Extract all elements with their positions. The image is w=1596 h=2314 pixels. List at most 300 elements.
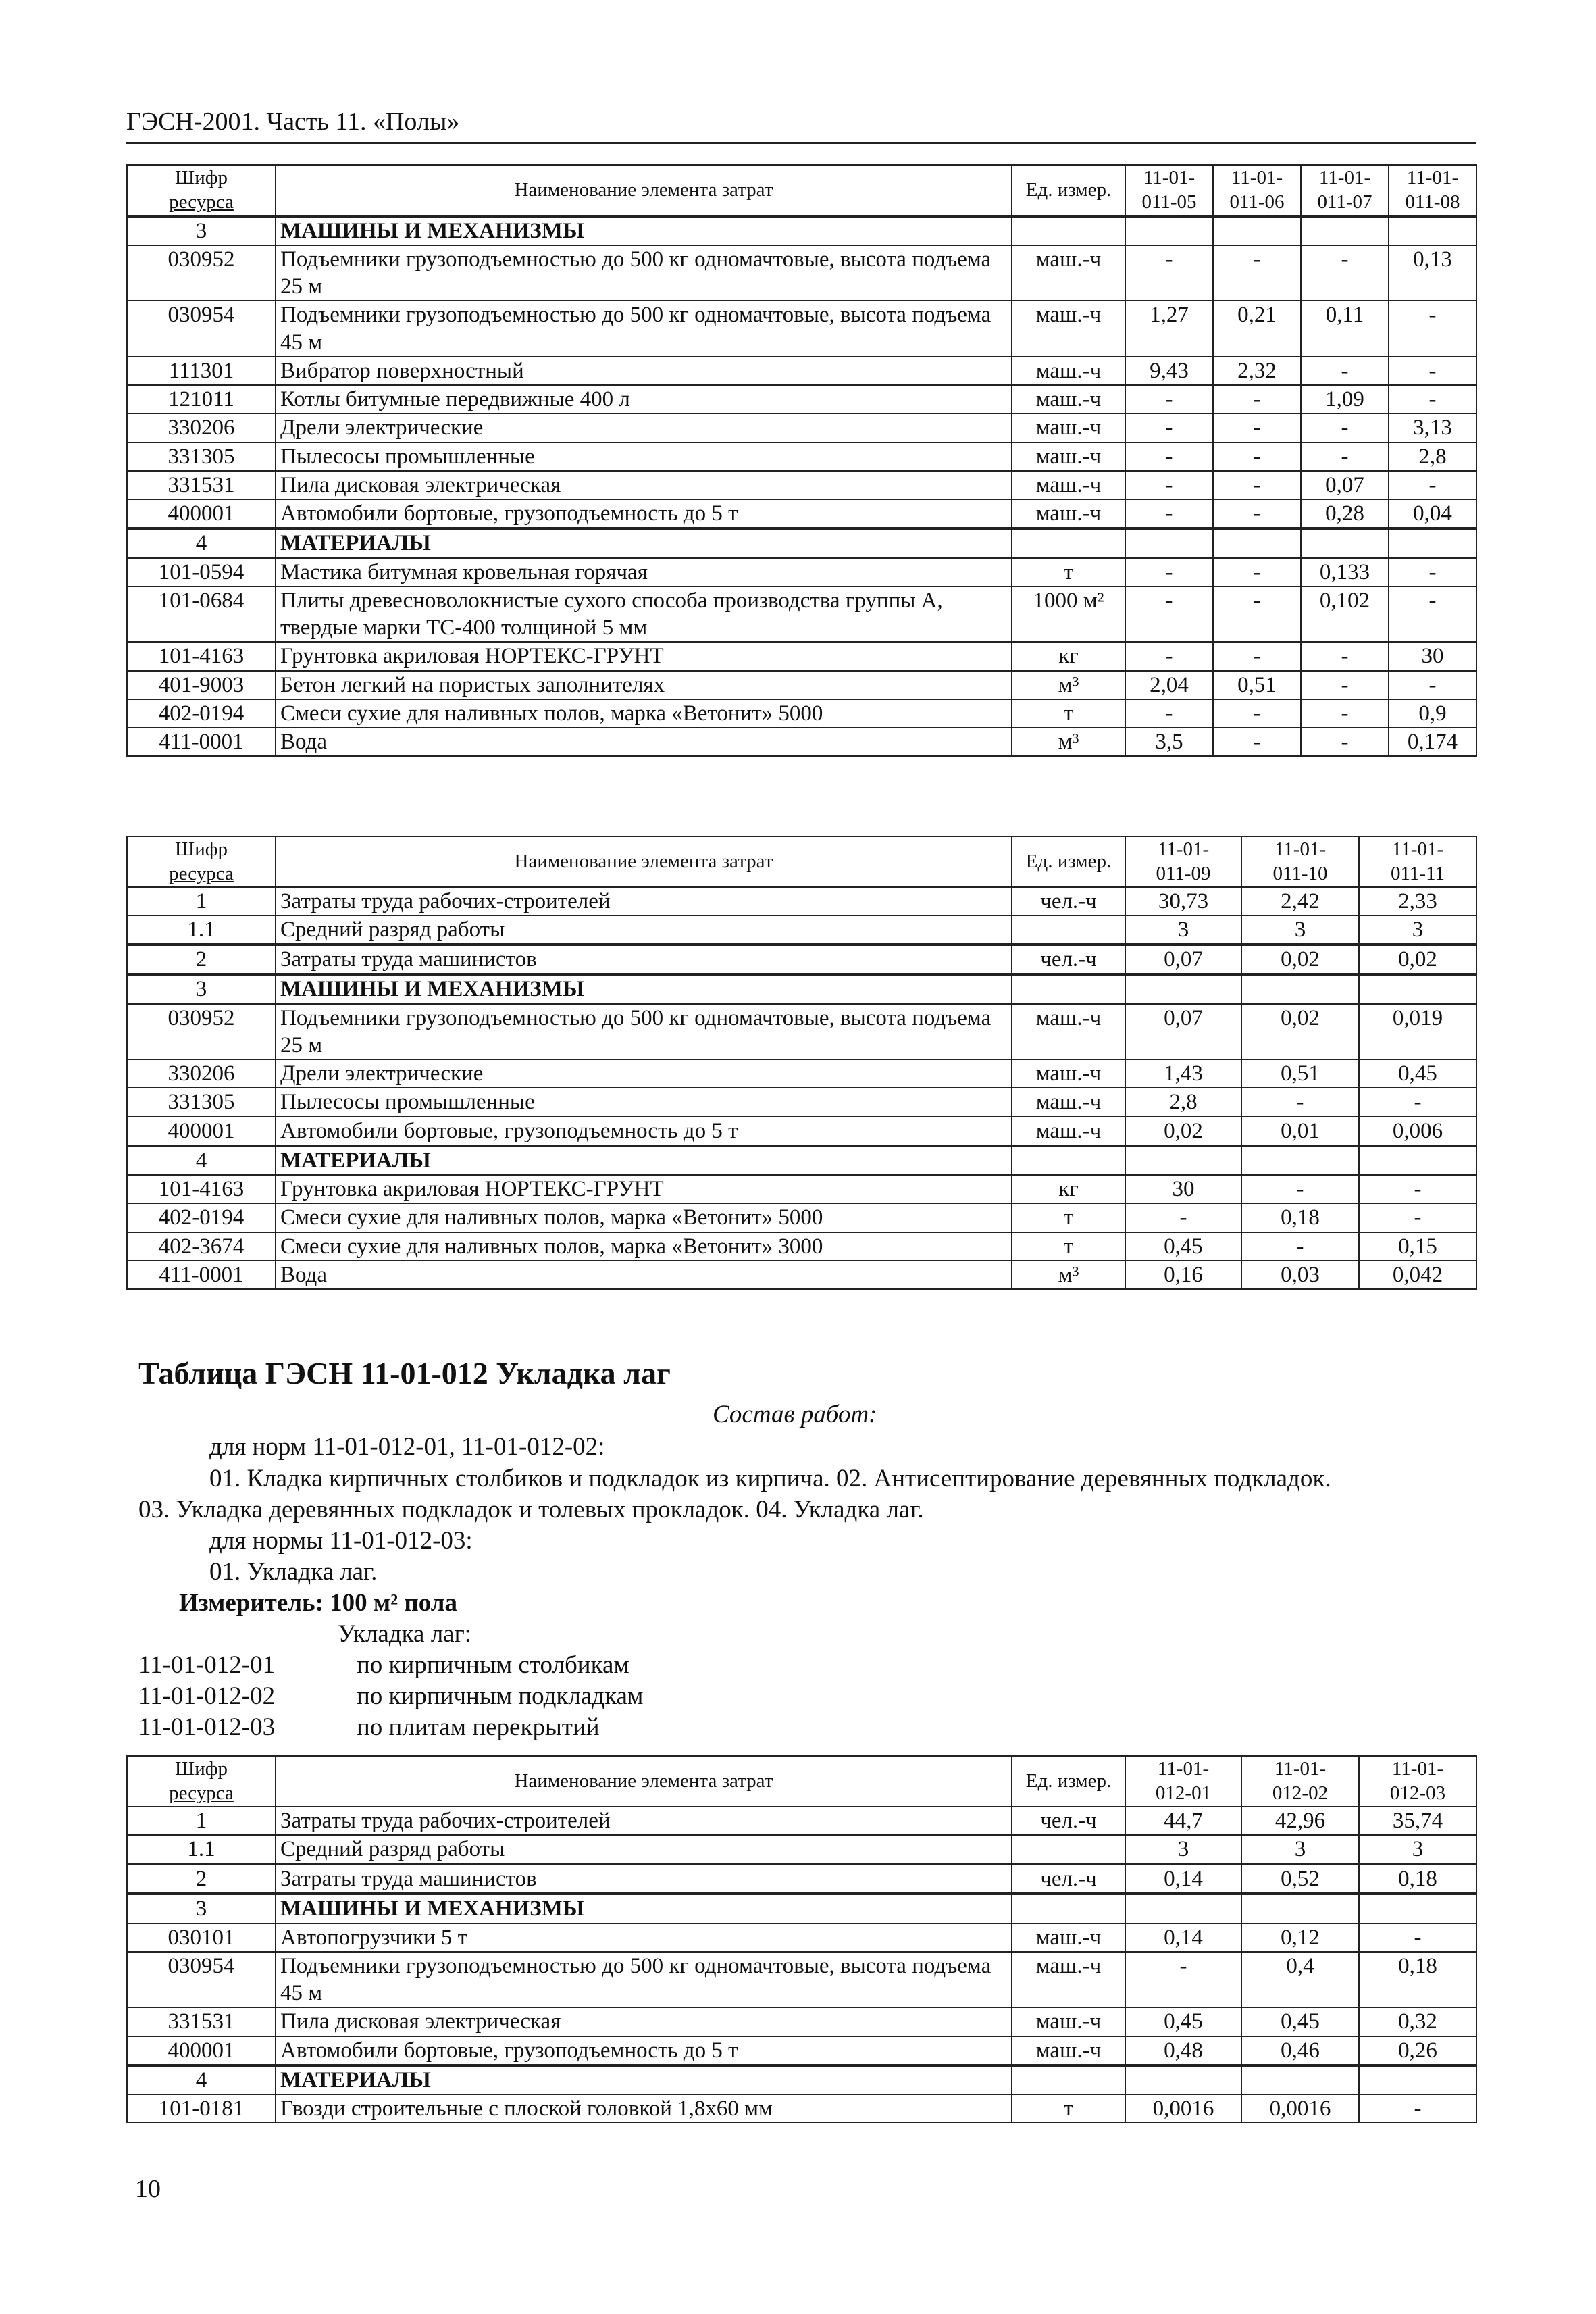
resource-value: 0,45 [1241,2007,1359,2036]
resource-row [127,1807,1476,1835]
resource-code: 1 [127,1807,276,1835]
resource-value [1125,1894,1241,1923]
resource-unit: маш.-ч [1012,385,1125,413]
resource-unit: маш.-ч [1012,1059,1125,1088]
resource-row [127,499,1476,528]
resource-value: - [1213,385,1301,413]
resource-row [127,1835,1476,1864]
resource-value: 0,26 [1359,2036,1476,2065]
resource-unit [1012,528,1125,557]
resource-row [127,1232,1476,1261]
resource-code: 3 [127,216,276,245]
resource-row [127,2007,1476,2036]
resource-value: 42,96 [1241,1807,1359,1835]
resource-unit [1012,1894,1125,1923]
resource-value: 0,18 [1241,1203,1359,1232]
resource-value: 2,8 [1389,443,1476,471]
resource-name: Автомобили бортовые, грузоподъемность до 5 т [276,1117,1012,1146]
resource-value: - [1125,1203,1241,1232]
resource-value: - [1301,642,1389,670]
resource-value: 3 [1359,1835,1476,1864]
resource-code: 030954 [127,1952,276,2008]
resource-value [1125,1146,1241,1175]
resource-value: - [1389,385,1476,413]
resource-name: Вода [276,1261,1012,1289]
resource-value: 0,11 [1301,301,1389,357]
resource-value [1301,216,1389,245]
page-number: 10 [135,2175,161,2203]
resource-value: 0,15 [1359,1232,1476,1261]
norm-header-line: 011-11 [1390,863,1445,885]
resource-name: Котлы битумные передвижные 400 л [276,385,1012,413]
resource-value: - [1213,586,1301,643]
resource-value: - [1301,245,1389,301]
resource-value [1241,1146,1359,1175]
resource-value [1301,528,1389,557]
resource-code: 1 [127,887,276,915]
resource-value: - [1389,558,1476,586]
resource-value: - [1389,586,1476,643]
resource-value: - [1213,558,1301,586]
resource-name: МАТЕРИАЛЫ [276,2065,1012,2094]
section-row [127,945,1476,974]
resource-code: 331305 [127,443,276,471]
code-column-header [127,1756,276,1807]
resource-code: 1.1 [127,915,276,945]
resource-value: 0,14 [1125,1864,1241,1894]
resource-value: - [1241,1088,1359,1116]
resource-value: - [1125,245,1213,301]
resource-unit: маш.-ч [1012,1952,1125,2008]
resource-value: 1,09 [1301,385,1389,413]
resource-name: Подъемники грузоподъемностью до 500 кг одномачтовые, высота подъема 45 м [276,301,1012,357]
norms-line-2: для нормы 11-01-012-03: [209,1527,473,1555]
resource-value: 0,102 [1301,586,1389,643]
unit-column-header: Ед. измер. [1012,165,1125,216]
resource-code: 3 [127,1894,276,1923]
norm-column-header [1241,836,1359,887]
resource-table-3 [126,1755,1477,2123]
resource-value: - [1213,642,1301,670]
resource-code: 411-0001 [127,728,276,756]
resource-code: 030954 [127,301,276,357]
resource-value: 0,0016 [1125,2094,1241,2123]
resource-name: Гвозди строительные с плоской головкой 1,8х60 мм [276,2094,1012,2123]
resource-unit: кг [1012,1175,1125,1203]
resource-row [127,671,1476,699]
resource-value: 0,04 [1389,499,1476,528]
resource-value: - [1241,1232,1359,1261]
section-row [127,528,1476,557]
resource-name: Затраты труда машинистов [276,945,1012,974]
code-column-header [127,836,276,887]
resource-unit: м³ [1012,728,1125,756]
resource-code: 330206 [127,1059,276,1088]
resource-value: - [1301,443,1389,471]
resource-value: 0,07 [1125,1004,1241,1060]
resource-unit [1012,1835,1125,1864]
resource-code: 4 [127,528,276,557]
resource-row [127,586,1476,643]
resource-code: 402-0194 [127,1203,276,1232]
resource-table-1 [126,164,1477,757]
resource-unit [1012,216,1125,245]
resource-value: 44,7 [1125,1807,1241,1835]
resource-unit: маш.-ч [1012,413,1125,442]
resource-value: 2,32 [1213,357,1301,385]
norm-column-header [1241,1756,1359,1807]
code-header-line: Шифр [174,838,228,860]
resource-name: Средний разряд работы [276,915,1012,945]
resource-unit: маш.-ч [1012,245,1125,301]
resource-name: МАШИНЫ И МЕХАНИЗМЫ [276,1894,1012,1923]
resource-unit: маш.-ч [1012,471,1125,499]
norm-header-line: 11-01- [1157,1758,1210,1780]
resource-value [1359,1894,1476,1923]
resource-name: Затраты труда рабочих-строителей [276,1807,1012,1835]
resource-value: - [1213,471,1301,499]
resource-name: Автомобили бортовые, грузоподъемность до 5 т [276,499,1012,528]
resource-name: Смеси сухие для наливных полов, марка «Ветонит» 5000 [276,1203,1012,1232]
norm-header-line: 11-01- [1391,1758,1444,1780]
resource-unit: маш.-ч [1012,357,1125,385]
header-row [127,836,1476,887]
resource-row [127,1175,1476,1203]
resource-code: 3 [127,974,276,1003]
resource-code: 400001 [127,499,276,528]
resource-unit: 1000 м² [1012,586,1125,643]
resource-unit [1012,1146,1125,1175]
norm-item-code: 11-01-012-03 [138,1713,276,1741]
norm-item-text: по кирпичным столбикам [357,1651,629,1679]
resource-value: 35,74 [1359,1807,1476,1835]
name-column-header: Наименование элемента затрат [276,165,1012,216]
resource-value: - [1213,443,1301,471]
resource-value: 3,13 [1389,413,1476,442]
resource-value: 2,04 [1125,671,1213,699]
resource-value: 0,02 [1359,945,1476,974]
resource-name: Подъемники грузоподъемностью до 500 кг одномачтовые, высота подъема 45 м [276,1952,1012,2008]
resource-unit: чел.-ч [1012,1864,1125,1894]
resource-name: МАТЕРИАЛЫ [276,528,1012,557]
resource-name: МАШИНЫ И МЕХАНИЗМЫ [276,974,1012,1003]
resource-unit: маш.-ч [1012,1088,1125,1116]
unit-column-header: Ед. измер. [1012,1756,1125,1807]
resource-row [127,1117,1476,1146]
resource-unit: т [1012,1203,1125,1232]
norm-item-code: 11-01-012-01 [138,1651,276,1679]
resource-name: Мастика битумная кровельная горячая [276,558,1012,586]
resource-code: 030952 [127,245,276,301]
code-header-line: ресурса [169,191,234,213]
subhead-line: Укладка лаг: [338,1620,472,1648]
resource-name: Вода [276,728,1012,756]
resource-value: - [1301,699,1389,728]
header-row [127,1756,1476,1807]
resource-unit: т [1012,1232,1125,1261]
resource-value: 0,174 [1389,728,1476,756]
resource-value: - [1301,671,1389,699]
norm-item-code: 11-01-012-02 [138,1682,276,1710]
resource-value [1213,216,1301,245]
resource-value [1125,528,1213,557]
resource-unit: кг [1012,642,1125,670]
resource-value: 2,42 [1241,887,1359,915]
resource-row [127,443,1476,471]
resource-row [127,1952,1476,2008]
resource-value: 0,07 [1301,471,1389,499]
resource-unit [1012,974,1125,1003]
norm-column-header [1301,165,1389,216]
resource-value: - [1359,1923,1476,1952]
resource-code: 331531 [127,471,276,499]
resource-code: 101-4163 [127,642,276,670]
resource-code: 4 [127,1146,276,1175]
norms-line-1: для норм 11-01-012-01, 11-01-012-02: [209,1433,605,1461]
section-row [127,974,1476,1003]
resource-value: - [1125,471,1213,499]
resource-name: Пылесосы промышленные [276,1088,1012,1116]
norm-column-header [1125,1756,1241,1807]
resource-value: 2,33 [1359,887,1476,915]
resource-unit: т [1012,2094,1125,2123]
resource-value: 0,32 [1359,2007,1476,2036]
table-title: Таблица ГЭСН 11-01-012 Укладка лаг [138,1356,671,1390]
norm-column-header [1125,165,1213,216]
resource-value [1389,216,1476,245]
resource-value: 0,01 [1241,1117,1359,1146]
name-column-header: Наименование элемента затрат [276,1756,1012,1807]
resource-row [127,887,1476,915]
resource-unit: маш.-ч [1012,1004,1125,1060]
header-rule [126,142,1476,144]
norm-header-line: 011-06 [1229,191,1285,213]
resource-value: - [1359,1088,1476,1116]
resource-value: - [1125,443,1213,471]
resource-value: 0,46 [1241,2036,1359,2065]
resource-unit: м³ [1012,1261,1125,1289]
resource-value: - [1213,413,1301,442]
resource-value: 9,43 [1125,357,1213,385]
resource-value: 0,28 [1301,499,1389,528]
resource-name: Бетон легкий на пористых заполнителях [276,671,1012,699]
resource-unit: т [1012,558,1125,586]
resource-code: 2 [127,1864,276,1894]
resource-unit: маш.-ч [1012,499,1125,528]
norm-item-text: по кирпичным подкладкам [357,1682,644,1710]
resource-code: 331305 [127,1088,276,1116]
resource-name: Средний разряд работы [276,1835,1012,1864]
resource-name: МАШИНЫ И МЕХАНИЗМЫ [276,216,1012,245]
norm-header-line: 11-01- [1318,167,1371,188]
resource-value: 0,18 [1359,1952,1476,2008]
resource-value [1125,2065,1241,2094]
norm-header-line: 011-10 [1272,863,1328,885]
resource-name: Подъемники грузоподъемностью до 500 кг одномачтовые, высота подъема 25 м [276,245,1012,301]
resource-code: 402-0194 [127,699,276,728]
resource-code: 030101 [127,1923,276,1952]
norm-column-header [1125,836,1241,887]
resource-value: 0,02 [1125,1117,1241,1146]
resource-value: - [1125,499,1213,528]
resource-value: 0,019 [1359,1004,1476,1060]
norm-column-header [1389,165,1476,216]
resource-code: 030952 [127,1004,276,1060]
resource-name: Грунтовка акриловая НОРТЕКС-ГРУНТ [276,1175,1012,1203]
resource-value [1125,974,1241,1003]
resource-unit [1012,2065,1125,2094]
resource-value: 0,51 [1241,1059,1359,1088]
resource-value [1359,2065,1476,2094]
resource-value [1241,2065,1359,2094]
resource-value: 3 [1359,915,1476,945]
resource-row [127,1004,1476,1060]
resource-value [1213,528,1301,557]
norm-item-text: по плитам перекрытий [357,1713,600,1741]
resource-unit: маш.-ч [1012,1923,1125,1952]
section-row [127,2065,1476,2094]
resource-value: - [1301,728,1389,756]
resource-row [127,1203,1476,1232]
resource-row [127,1059,1476,1088]
section-row [127,216,1476,245]
resource-code: 330206 [127,413,276,442]
resource-value [1241,1894,1359,1923]
section-row [127,1864,1476,1894]
resource-value: - [1389,671,1476,699]
resource-value: 0,9 [1389,699,1476,728]
resource-code: 101-0684 [127,586,276,643]
resource-unit: м³ [1012,671,1125,699]
resource-value: - [1359,1203,1476,1232]
resource-value: - [1125,1952,1241,2008]
resource-value: - [1125,586,1213,643]
norm-header-line: 11-01- [1406,167,1459,188]
code-header-line: Шифр [174,167,228,188]
resource-row [127,385,1476,413]
resource-value: - [1125,385,1213,413]
section-row [127,1146,1476,1175]
unit-column-header: Ед. измер. [1012,836,1125,887]
resource-name: Дрели электрические [276,413,1012,442]
code-header-line: ресурса [169,863,234,885]
resource-code: 111301 [127,357,276,385]
norm-header-line: 011-09 [1156,863,1211,885]
resource-value: 3 [1241,1835,1359,1864]
resource-value: 0,4 [1241,1952,1359,2008]
norm-header-line: 11-01- [1231,167,1283,188]
resource-row [127,1261,1476,1289]
resource-unit: т [1012,699,1125,728]
resource-value: 0,02 [1241,945,1359,974]
resource-name: Пила дисковая электрическая [276,471,1012,499]
resource-value: - [1359,1175,1476,1203]
resource-value: - [1213,245,1301,301]
resource-unit: чел.-ч [1012,887,1125,915]
works-line-1a: 01. Кладка кирпичных столбиков и подкладок из кирпича. 02. Антисептирование деревянных подкладок. [209,1465,1331,1492]
norm-header-line: 11-01- [1391,838,1444,860]
resource-name: Вибратор поверхностный [276,357,1012,385]
resource-value: - [1213,699,1301,728]
resource-name: Автопогрузчики 5 т [276,1923,1012,1952]
resource-value: - [1389,357,1476,385]
resource-code: 411-0001 [127,1261,276,1289]
resource-row [127,2094,1476,2123]
resource-value [1359,974,1476,1003]
resource-value: 0,45 [1125,2007,1241,2036]
resource-row [127,728,1476,756]
resource-value: 30,73 [1125,887,1241,915]
resource-value: 30 [1125,1175,1241,1203]
resource-code: 401-9003 [127,671,276,699]
resource-value: 0,48 [1125,2036,1241,2065]
works-line-1b: 03. Укладка деревянных подкладок и толевых прокладок. 04. Укладка лаг. [138,1496,924,1524]
resource-row [127,1088,1476,1116]
resource-row [127,413,1476,442]
resource-value: 0,14 [1125,1923,1241,1952]
resource-value: 1,43 [1125,1059,1241,1088]
page-header: ГЭСН-2001. Часть 11. «Полы» [126,107,460,136]
resource-value: 3 [1125,915,1241,945]
resource-row [127,357,1476,385]
resource-value: 0,16 [1125,1261,1241,1289]
resource-value: 2,8 [1125,1088,1241,1116]
norm-header-line: 11-01- [1143,167,1195,188]
resource-unit [1012,915,1125,945]
resource-value: 0,21 [1213,301,1301,357]
resource-code: 400001 [127,2036,276,2065]
resource-row [127,471,1476,499]
resource-code: 402-3674 [127,1232,276,1261]
resource-value: 0,12 [1241,1923,1359,1952]
resource-name: Пылесосы промышленные [276,443,1012,471]
resource-unit: чел.-ч [1012,945,1125,974]
resource-value: 0,45 [1125,1232,1241,1261]
norm-header-line: 012-03 [1389,1782,1446,1805]
resource-value: - [1301,413,1389,442]
resource-code: 1.1 [127,1835,276,1864]
resource-value: - [1125,642,1213,670]
resource-code: 101-0594 [127,558,276,586]
resource-row [127,245,1476,301]
resource-value: 0,006 [1359,1117,1476,1146]
resource-unit: маш.-ч [1012,2036,1125,2065]
resource-value: - [1125,413,1213,442]
code-header-line: ресурса [169,1782,234,1805]
resource-row [127,699,1476,728]
resource-value: - [1213,728,1301,756]
norm-column-header [1359,836,1476,887]
resource-code: 331531 [127,2007,276,2036]
resource-table-2 [126,836,1477,1290]
resource-value: - [1389,301,1476,357]
resource-name: Автомобили бортовые, грузоподъемность до 5 т [276,2036,1012,2065]
resource-unit: маш.-ч [1012,2007,1125,2036]
resource-name: Затраты труда машинистов [276,1864,1012,1894]
resource-value: - [1389,471,1476,499]
resource-value: - [1213,499,1301,528]
resource-value: 0,02 [1241,1004,1359,1060]
resource-name: Подъемники грузоподъемностью до 500 кг одномачтовые, высота подъема 25 м [276,1004,1012,1060]
norm-header-line: 011-08 [1405,191,1460,213]
resource-name: Плиты древесноволокнистые сухого способа производства группы А, твердые марки ТС-400 толщиной 5 мм [276,586,1012,643]
resource-row [127,642,1476,670]
resource-value: 30 [1389,642,1476,670]
norm-header-line: 011-07 [1317,191,1372,213]
resource-row [127,558,1476,586]
name-column-header: Наименование элемента затрат [276,836,1012,887]
norm-column-header [1359,1756,1476,1807]
